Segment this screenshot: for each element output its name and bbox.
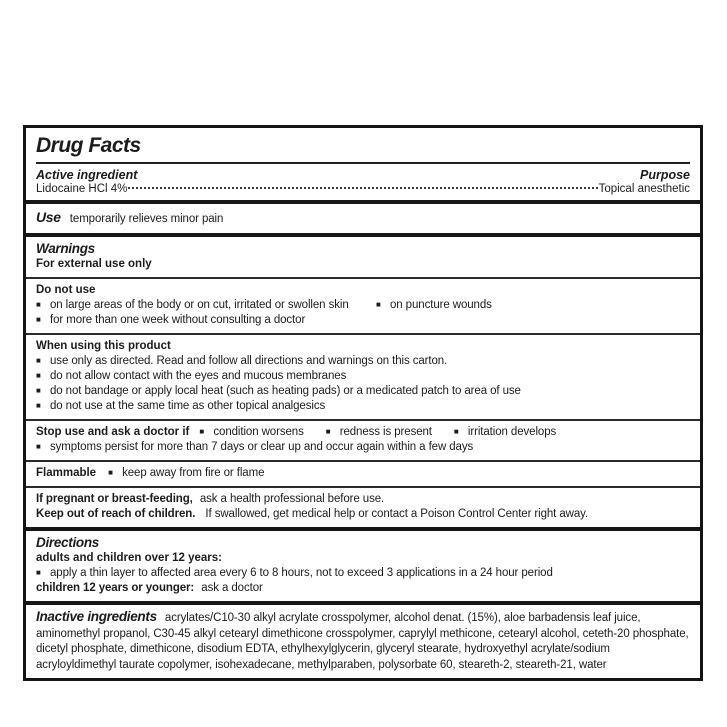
when-using-section xyxy=(26,333,700,419)
when-using-bullet: do not allow contact with the eyes and mucous membranes xyxy=(50,370,347,382)
stop-use-bullet: symptoms persist for more than 7 days or clear up and occur again within a few days xyxy=(50,441,474,453)
adults-direction-bullet: apply a thin layer to affected area every 6 to 8 hours, not to exceed 3 applications in a 24 hour period xyxy=(50,567,553,579)
list-item xyxy=(454,425,556,440)
directions-section xyxy=(26,527,700,601)
keep-out-text: If swallowed, get medical help or contact a Poison Control Center right away. xyxy=(205,508,589,520)
use-heading: Use xyxy=(36,209,61,225)
keep-out-bold-text: Keep out of reach of children. xyxy=(36,508,196,520)
bullet-icon: ■ xyxy=(36,300,41,309)
when-using-bullet: do not use at the same time as other topical analgesics xyxy=(50,400,326,412)
list-item xyxy=(326,425,432,440)
bullet-icon: ■ xyxy=(325,427,331,436)
flammable-text: keep away from fire or flame xyxy=(122,467,265,479)
use-text: temporarily relieves minor pain xyxy=(69,213,224,225)
list-item xyxy=(36,313,690,328)
stop-use-bullet: condition worsens xyxy=(213,426,304,438)
stop-use-row xyxy=(36,425,690,440)
bullet-icon: ■ xyxy=(108,468,113,477)
list-item xyxy=(199,425,303,440)
do-not-use-bullet: for more than one week without consulting a doctor xyxy=(50,314,306,326)
do-not-use-section xyxy=(26,277,700,333)
list-item xyxy=(36,440,690,455)
do-not-use-bullet: on puncture wounds xyxy=(390,299,492,311)
do-not-use-heading: Do not use xyxy=(36,284,96,296)
bullet-icon: ■ xyxy=(376,300,381,309)
flammable-row xyxy=(36,466,690,481)
children-direction-line xyxy=(36,581,690,596)
list-item xyxy=(36,566,690,581)
bullet-icon: ■ xyxy=(36,315,41,324)
bullet-icon: ■ xyxy=(199,427,205,436)
list-item xyxy=(108,466,264,481)
stop-use-bullet: redness is present xyxy=(339,426,432,438)
pregnancy-section xyxy=(26,486,700,527)
bullet-icon: ■ xyxy=(36,371,41,380)
inactive-ingredients-heading: Inactive ingredients xyxy=(36,609,157,624)
use-section xyxy=(26,200,700,233)
stop-use-bullet: irritation develops xyxy=(467,426,557,438)
inactive-ingredients-section xyxy=(26,601,700,678)
list-item xyxy=(36,369,690,384)
stop-use-section xyxy=(26,419,700,460)
list-item xyxy=(376,298,492,313)
adults-heading: adults and children over 12 years: xyxy=(36,552,222,564)
children-direction-heading: children 12 years or younger: xyxy=(36,582,195,594)
bullet-icon: ■ xyxy=(36,401,41,410)
keep-out-of-reach-line xyxy=(36,507,690,522)
active-ingredient-header-row xyxy=(26,164,700,182)
bullet-icon: ■ xyxy=(36,442,41,451)
warnings-section xyxy=(26,233,700,277)
ingredient-purpose: Topical anesthetic xyxy=(598,183,690,195)
purpose-heading: Purpose xyxy=(639,168,690,182)
inactive-ingredients-text: acrylates/C10-30 alkyl acrylate crosspolymer, alcohol denat. (15%), aloe barbadensis leaf juice, aminomethyl propanol, C30-45 alkyl cetearyl dimethicone crosspolymer, caprylyl methicone, cetearyl alcohol, ceteth-20 phosphate, dicetyl phosphate, dimethicone, disodium EDTA, ethylhexylglycerin, glyceryl stearate, hydroxyethyl acrylate/sodium acryloyldimethyl taurate copolymer, isohexadecane, methylparaben, polysorbate 60, steareth-2, steareth-21, water xyxy=(36,612,689,671)
when-using-bullet: use only as directed. Read and follow all directions and warnings on this carton. xyxy=(50,355,448,367)
bullet-icon: ■ xyxy=(36,356,41,365)
when-using-bullet: do not bandage or apply local heat (such as heating pads) or a medicated patch to area of use xyxy=(50,385,521,397)
pregnant-bold-text: If pregnant or breast-feeding, xyxy=(36,493,193,505)
bullet-icon: ■ xyxy=(453,427,459,436)
active-ingredient-row xyxy=(26,182,700,200)
pregnant-line xyxy=(36,492,690,507)
directions-heading: Directions xyxy=(36,535,100,550)
drug-facts-panel xyxy=(23,125,703,681)
ingredient-name: Lidocaine HCl 4% xyxy=(36,183,128,195)
children-direction-text: ask a doctor xyxy=(201,582,263,594)
list-item xyxy=(36,384,690,399)
bullet-icon: ■ xyxy=(36,386,41,395)
drug-facts-title: Drug Facts xyxy=(36,134,141,157)
list-item xyxy=(36,399,690,414)
inactive-ingredients-paragraph xyxy=(36,609,690,673)
list-item xyxy=(36,298,376,313)
external-use-text: For external use only xyxy=(36,258,152,270)
do-not-use-bullet: on large areas of the body or on cut, irritated or swollen skin xyxy=(50,299,349,311)
pregnant-text: ask a health professional before use. xyxy=(199,493,385,505)
active-ingredient-heading: Active ingredient xyxy=(36,168,138,182)
bullet-icon: ■ xyxy=(36,568,41,577)
when-using-heading: When using this product xyxy=(36,340,171,352)
dotted-leader xyxy=(128,187,597,189)
do-not-use-row xyxy=(36,298,690,313)
warnings-heading: Warnings xyxy=(36,241,95,256)
flammable-heading: Flammable xyxy=(36,467,97,479)
flammable-section xyxy=(26,460,700,486)
list-item xyxy=(36,354,690,369)
stop-use-heading: Stop use and ask a doctor if xyxy=(36,426,190,438)
